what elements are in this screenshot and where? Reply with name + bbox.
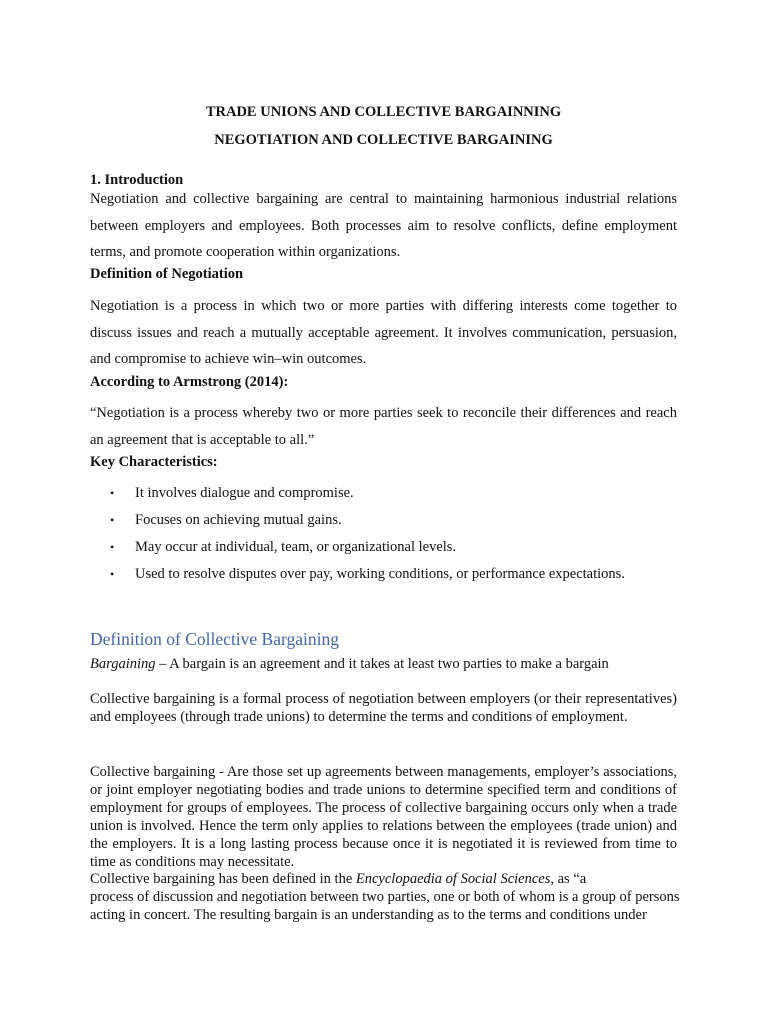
list-item	[90, 534, 677, 561]
bargaining-term: Bargaining	[90, 656, 156, 672]
bullet-icon: •	[110, 540, 115, 554]
key-characteristics-list	[90, 480, 677, 588]
list-item-text: It involves dialogue and compromise.	[135, 485, 354, 501]
paragraph-line	[90, 870, 677, 888]
key-characteristics-heading: Key Characteristics:	[90, 454, 218, 470]
definition-prefix: Collective bargaining has been defined in the	[90, 871, 356, 887]
collective-bargaining-paragraph-1: Collective bargaining is a formal process of negotiation between employers (or their representatives) and employees (through trade unions) to determine the terms and conditions of employment.	[90, 691, 677, 725]
bargaining-definition-text: – A bargain is an agreement and it takes at least two parties to make a bargain	[155, 656, 609, 672]
armstrong-quote: “Negotiation is a process whereby two or more parties seek to reconcile their differences and reach an agreement that is acceptable to all.”	[90, 405, 677, 448]
list-item	[90, 507, 677, 534]
encyclopaedia-title: Encyclopaedia of Social Sciences	[355, 871, 551, 887]
list-item	[90, 480, 677, 507]
collective-bargaining-heading: Definition of Collective Bargaining	[90, 629, 339, 649]
collective-bargaining-paragraph-2: Collective bargaining - Are those set up agreements between managements, employer’s associations, or joint employer negotiating bodies and trade unions to determine specified term and conditions of employment for groups of employees. The process of collective bargaining occurs only when a trade union is involved. Hence the term only applies to relations between the employees (trade union) and the employers. It is a long lasting process because once it is negotiated it is reviewed from time to time as conditions may necessitate.	[90, 764, 677, 870]
introduction-heading: 1. Introduction	[90, 172, 184, 188]
list-item	[90, 561, 677, 588]
paragraph-line: process of discussion and negotiation between two parties, one or both of whom is a group of persons	[90, 889, 680, 905]
paragraph-line: acting in concert. The resulting bargain is an understanding as to the terms and conditions under	[90, 907, 647, 923]
document-subtitle: NEGOTIATION AND COLLECTIVE BARGAINING	[214, 132, 553, 148]
armstrong-heading: According to Armstrong (2014):	[90, 374, 289, 390]
introduction-paragraph: Negotiation and collective bargaining are central to maintaining harmonious industrial relations between employers and employees. Both processes aim to resolve conflicts, define employment terms, and promote cooperation within organizations.	[90, 191, 677, 260]
definition-quote-open: , as “a	[550, 871, 587, 887]
list-item-text: Used to resolve disputes over pay, working conditions, or performance expectations.	[135, 566, 625, 582]
collective-bargaining-paragraph-3	[90, 870, 680, 924]
bullet-icon: •	[110, 567, 115, 581]
negotiation-definition-paragraph: Negotiation is a process in which two or more parties with differing interests come together to discuss issues and reach a mutually acceptable agreement. It involves communication, persuasion, and compromise to achieve win–win outcomes.	[90, 298, 677, 367]
document-title: TRADE UNIONS AND COLLECTIVE BARGAINNING	[205, 104, 562, 120]
bullet-icon: •	[110, 486, 115, 500]
list-item-text: Focuses on achieving mutual gains.	[135, 512, 342, 528]
bargaining-definition	[90, 654, 677, 674]
bullet-icon: •	[110, 513, 115, 527]
list-item-text: May occur at individual, team, or organizational levels.	[135, 539, 457, 555]
negotiation-definition-heading: Definition of Negotiation	[90, 266, 244, 282]
